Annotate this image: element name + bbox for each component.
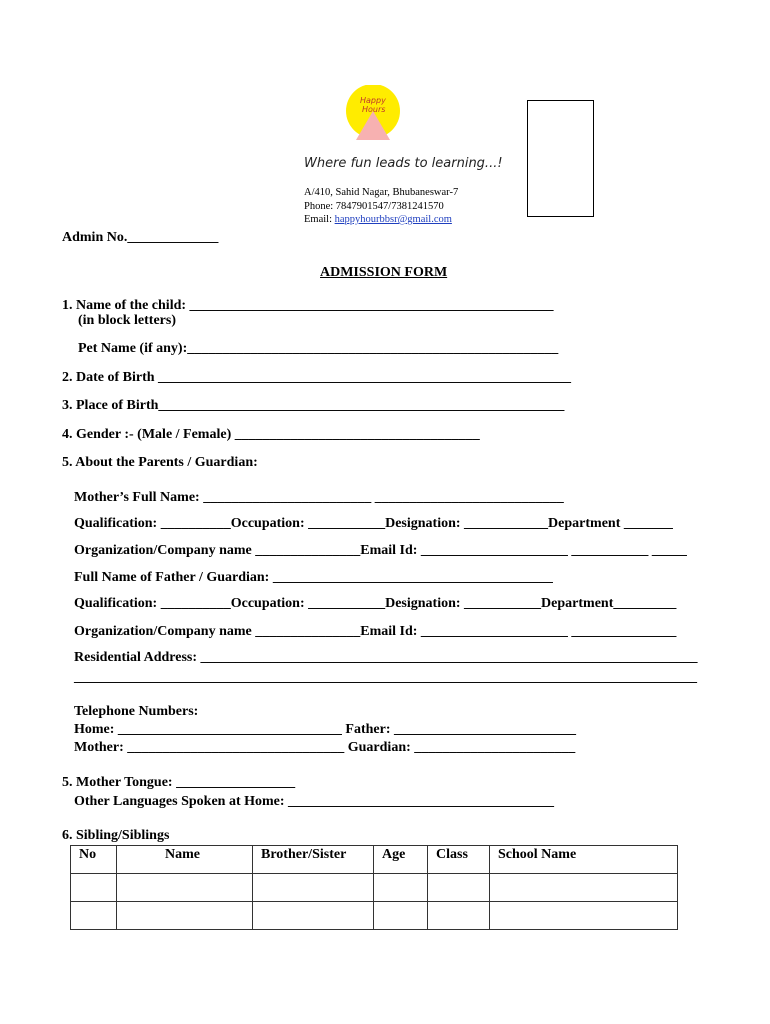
telephone-heading: Telephone Numbers: [74, 704, 199, 719]
col-header-no: No [71, 846, 117, 874]
form-title: ADMISSION FORM [320, 265, 448, 280]
residential-address-field[interactable]: Residential Address: _______________________________________________________________________ [74, 650, 698, 665]
siblings-table-header [71, 846, 678, 874]
school-email-line [304, 214, 452, 225]
parents-heading: 5. About the Parents / Guardian: [62, 455, 258, 470]
mother-organization-row[interactable]: Organization/Company name _______________Email Id: _____________________ ___________ _____ [74, 543, 687, 558]
table-cell[interactable] [117, 874, 253, 902]
child-name-field[interactable]: 1. Name of the child: ____________________________________________________ [62, 298, 554, 313]
place-of-birth-field[interactable]: 3. Place of Birth__________________________________________________________ [62, 398, 565, 413]
pet-name-field[interactable]: Pet Name (if any):_____________________________________________________ [78, 341, 559, 356]
table-cell[interactable] [71, 902, 117, 930]
table-cell[interactable] [117, 902, 253, 930]
table-cell[interactable] [428, 874, 490, 902]
block-letters-note: (in block letters) [78, 313, 176, 328]
siblings-table [70, 845, 678, 930]
gender-field[interactable]: 4. Gender :- (Male / Female) ___________________________________ [62, 427, 480, 442]
table-cell[interactable] [253, 874, 374, 902]
siblings-heading: 6. Sibling/Siblings [62, 828, 170, 843]
photo-box [527, 100, 594, 217]
other-languages-field[interactable]: Other Languages Spoken at Home: ______________________________________ [74, 794, 555, 809]
col-header-age: Age [374, 846, 428, 874]
father-qualification-row[interactable]: Qualification: __________Occupation: ___________Designation: ___________Department_________ [74, 596, 677, 611]
school-email-link[interactable]: happyhourbbsr@gmail.com [334, 214, 452, 225]
table-cell[interactable] [490, 902, 678, 930]
table-cell[interactable] [253, 902, 374, 930]
table-cell[interactable] [490, 874, 678, 902]
col-header-brother-sister: Brother/Sister [253, 846, 374, 874]
school-phone: Phone: 7847901547/7381241570 [304, 201, 444, 212]
table-cell[interactable] [374, 874, 428, 902]
table-cell[interactable] [374, 902, 428, 930]
date-of-birth-field[interactable]: 2. Date of Birth ___________________________________________________________ [62, 370, 572, 385]
school-logo [340, 85, 415, 145]
table-cell[interactable] [71, 874, 117, 902]
father-organization-row[interactable]: Organization/Company name _______________Email Id: _____________________ _______________ [74, 624, 677, 639]
telephone-mother-guardian-row[interactable]: Mother: _______________________________ Guardian: _______________________ [74, 740, 576, 755]
logo-text-happy: Happy [360, 96, 386, 105]
logo-text-hours: Hours [362, 105, 386, 114]
school-tagline: Where fun leads to learning...! [304, 156, 503, 171]
col-header-class: Class [428, 846, 490, 874]
table-row [71, 874, 678, 902]
mother-tongue-field[interactable]: 5. Mother Tongue: _________________ [62, 775, 296, 790]
email-label: Email: [304, 214, 335, 225]
col-header-school-name: School Name [490, 846, 678, 874]
table-row [71, 902, 678, 930]
telephone-home-father-row[interactable]: Home: ________________________________ Father: __________________________ [74, 722, 577, 737]
admin-no-field[interactable]: Admin No._____________ [62, 230, 219, 245]
col-header-name: Name [117, 846, 253, 874]
school-address: A/410, Sahid Nagar, Bhubaneswar-7 [304, 187, 459, 198]
mother-name-field[interactable]: Mother’s Full Name: ________________________ ___________________________ [74, 490, 564, 505]
mother-qualification-row[interactable]: Qualification: __________Occupation: ___________Designation: ____________Department _______ [74, 516, 673, 531]
father-name-field[interactable]: Full Name of Father / Guardian: ________________________________________ [74, 570, 553, 585]
table-cell[interactable] [428, 902, 490, 930]
residential-address-line-2[interactable]: _________________________________________________________________________________________ [74, 670, 697, 685]
